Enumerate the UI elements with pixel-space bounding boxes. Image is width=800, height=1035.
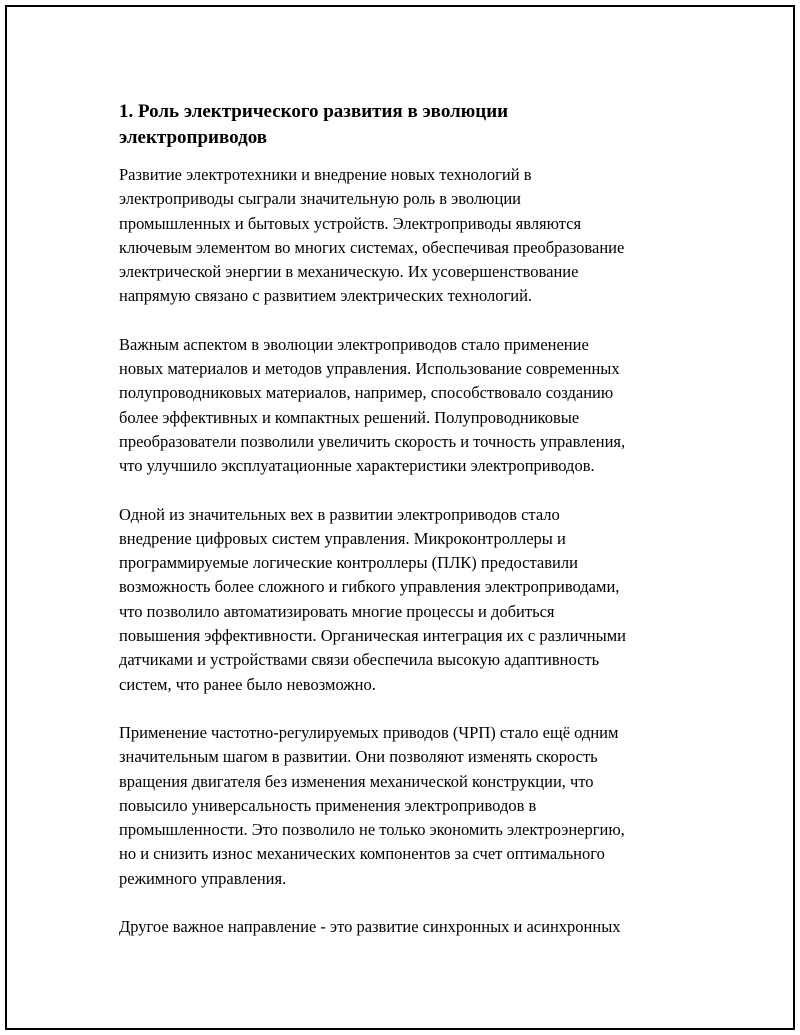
paragraph-5: Другое важное направление - это развитие синхронных и асинхронных xyxy=(119,917,621,937)
paragraph-2: Важным аспектом в эволюции электроприводов стало применение новых материалов и методов управления. Использование современных полупроводниковых материалов, например, способствовало созданию более эффективных и компактных решений. Полупроводниковые преобразователи позволили увеличить скорость и точность управления, что улучшило эксплуатационные характеристики электроприводов. xyxy=(119,334,626,476)
section-heading: 1. Роль электрического развития в эволюции электроприводов xyxy=(119,101,509,148)
page-frame xyxy=(5,5,795,1030)
paragraph-3: Одной из значительных вех в развитии электроприводов стало внедрение цифровых систем управления. Микроконтроллеры и программируемые логические контроллеры (ПЛК) предоставили возможность более сложного и гибкого управления электроприводами, что позволило автоматизировать многие процессы и добиться повышения эффективности. Органическая интеграция их с различными датчиками и устройствами связи обеспечила высокую адаптивность систем, что ранее было невозможно. xyxy=(119,504,626,694)
document-body xyxy=(119,99,699,963)
paragraph-4: Применение частотно-регулируемых приводов (ЧРП) стало ещё одним значительным шагом в развитии. Они позволяют изменять скорость вращения двигателя без изменения механической конструкции, что повысило универсальность применения электроприводов в промышленности. Это позволило не только экономить электроэнергию, но и снизить износ механических компонентов за счет оптимального режимного управления. xyxy=(119,722,625,888)
paragraph-1: Развитие электротехники и внедрение новых технологий в электроприводы сыграли значительную роль в эволюции промышленных и бытовых устройств. Электроприводы являются ключевым элементом во многих системах, обеспечивая преобразование электрической энергии в механическую. Их усовершенствование напрямую связано с развитием электрических технологий. xyxy=(119,165,625,306)
